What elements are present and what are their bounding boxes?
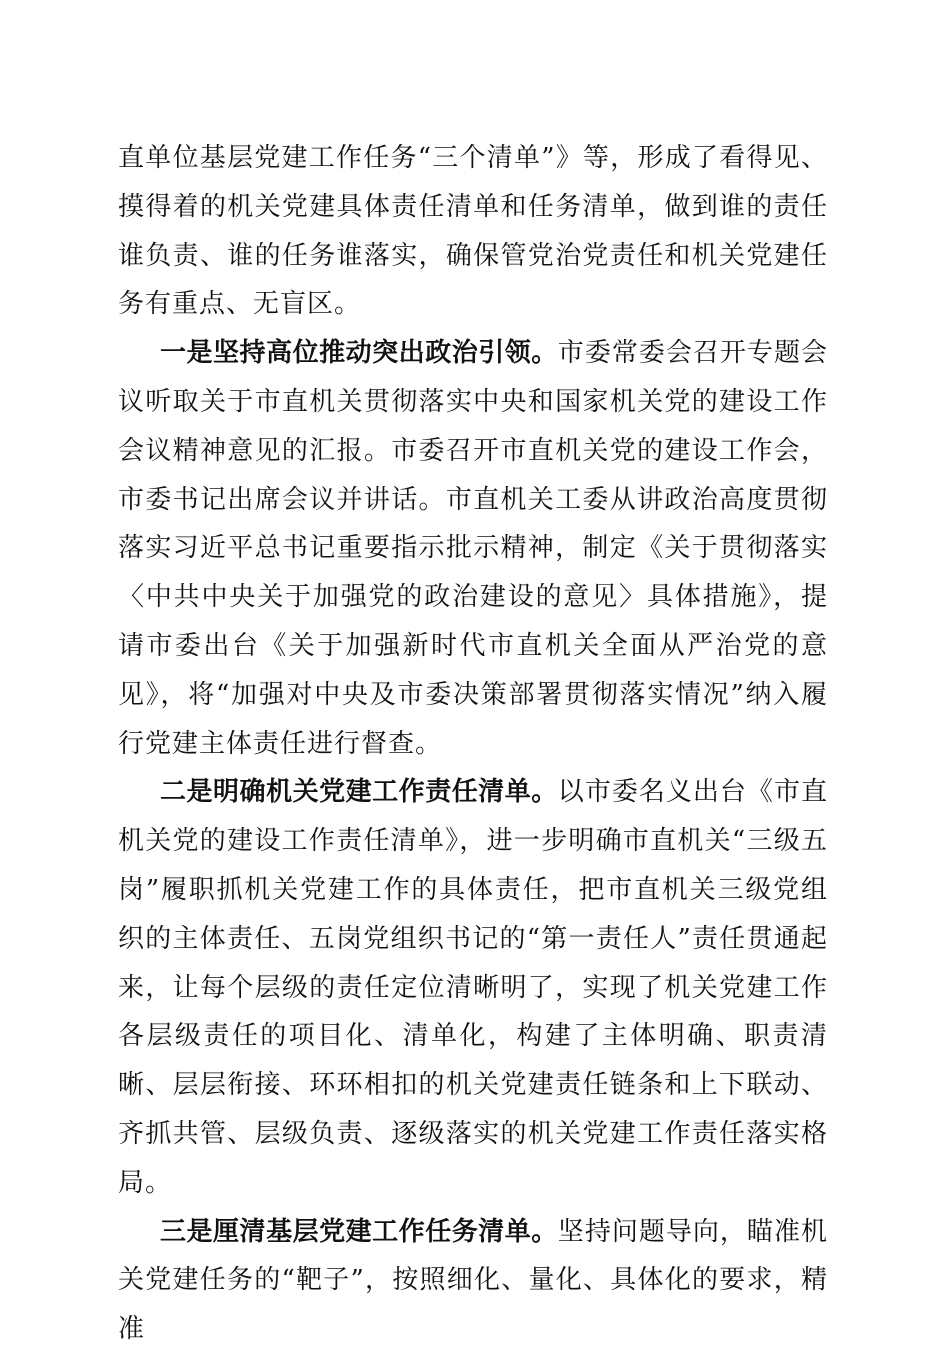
document-body <box>118 134 828 1354</box>
paragraph-lead-heading: 三是厘清基层党建工作任务清单。 <box>160 1216 558 1247</box>
paragraph-responsibility-list <box>118 768 828 1207</box>
paragraph-text: 直单位基层党建工作任务“三个清单”》等，形成了看得见、摸得着的机关党建具体责任清单和任务清单，做到谁的责任谁负责、谁的任务谁落实，确保管党治党责任和机关党建任务有重点、无盲区。 <box>118 143 828 320</box>
paragraph-lead-heading: 一是坚持高位推动突出政治引领。 <box>160 338 558 369</box>
paragraph-political-leadership <box>118 329 828 768</box>
paragraph-text: 市委常委会召开专题会议听取关于市直机关贯彻落实中央和国家机关党的建设工作会议精神意见的汇报。市委召开市直机关党的建设工作会，市委书记出席会议并讲话。市直机关工委从讲政治高度贯彻落实习近平总书记重要指示批示精神，制定《关于贯彻落实〈中共中央关于加强党的政治建设的意见〉具体措施》，提请市委出台《关于加强新时代市直机关全面从严治党的意见》，将“加强对中央及市委决策部署贯彻落实情况”纳入履行党建主体责任进行督查。 <box>118 338 828 759</box>
paragraph-continuation <box>118 134 828 329</box>
paragraph-lead-heading: 二是明确机关党建工作责任清单。 <box>160 777 558 808</box>
paragraph-text: 坚持问题导向，瞄准机关党建任务的“靶子”，按照细化、量化、具体化的要求，精准 <box>118 1216 828 1345</box>
paragraph-task-list <box>118 1208 828 1354</box>
paragraph-text: 以市委名义出台《市直机关党的建设工作责任清单》，进一步明确市直机关“三级五岗”履职抓机关党建工作的具体责任，把市直机关三级党组织的主体责任、五岗党组织书记的“第一责任人”责任贯通起来，让每个层级的责任定位清晰明了，实现了机关党建工作各层级责任的项目化、清单化，构建了主体明确、职责清晰、层层衔接、环环相扣的机关党建责任链条和上下联动、齐抓共管、层级负责、逐级落实的机关党建工作责任落实格局。 <box>118 777 828 1198</box>
